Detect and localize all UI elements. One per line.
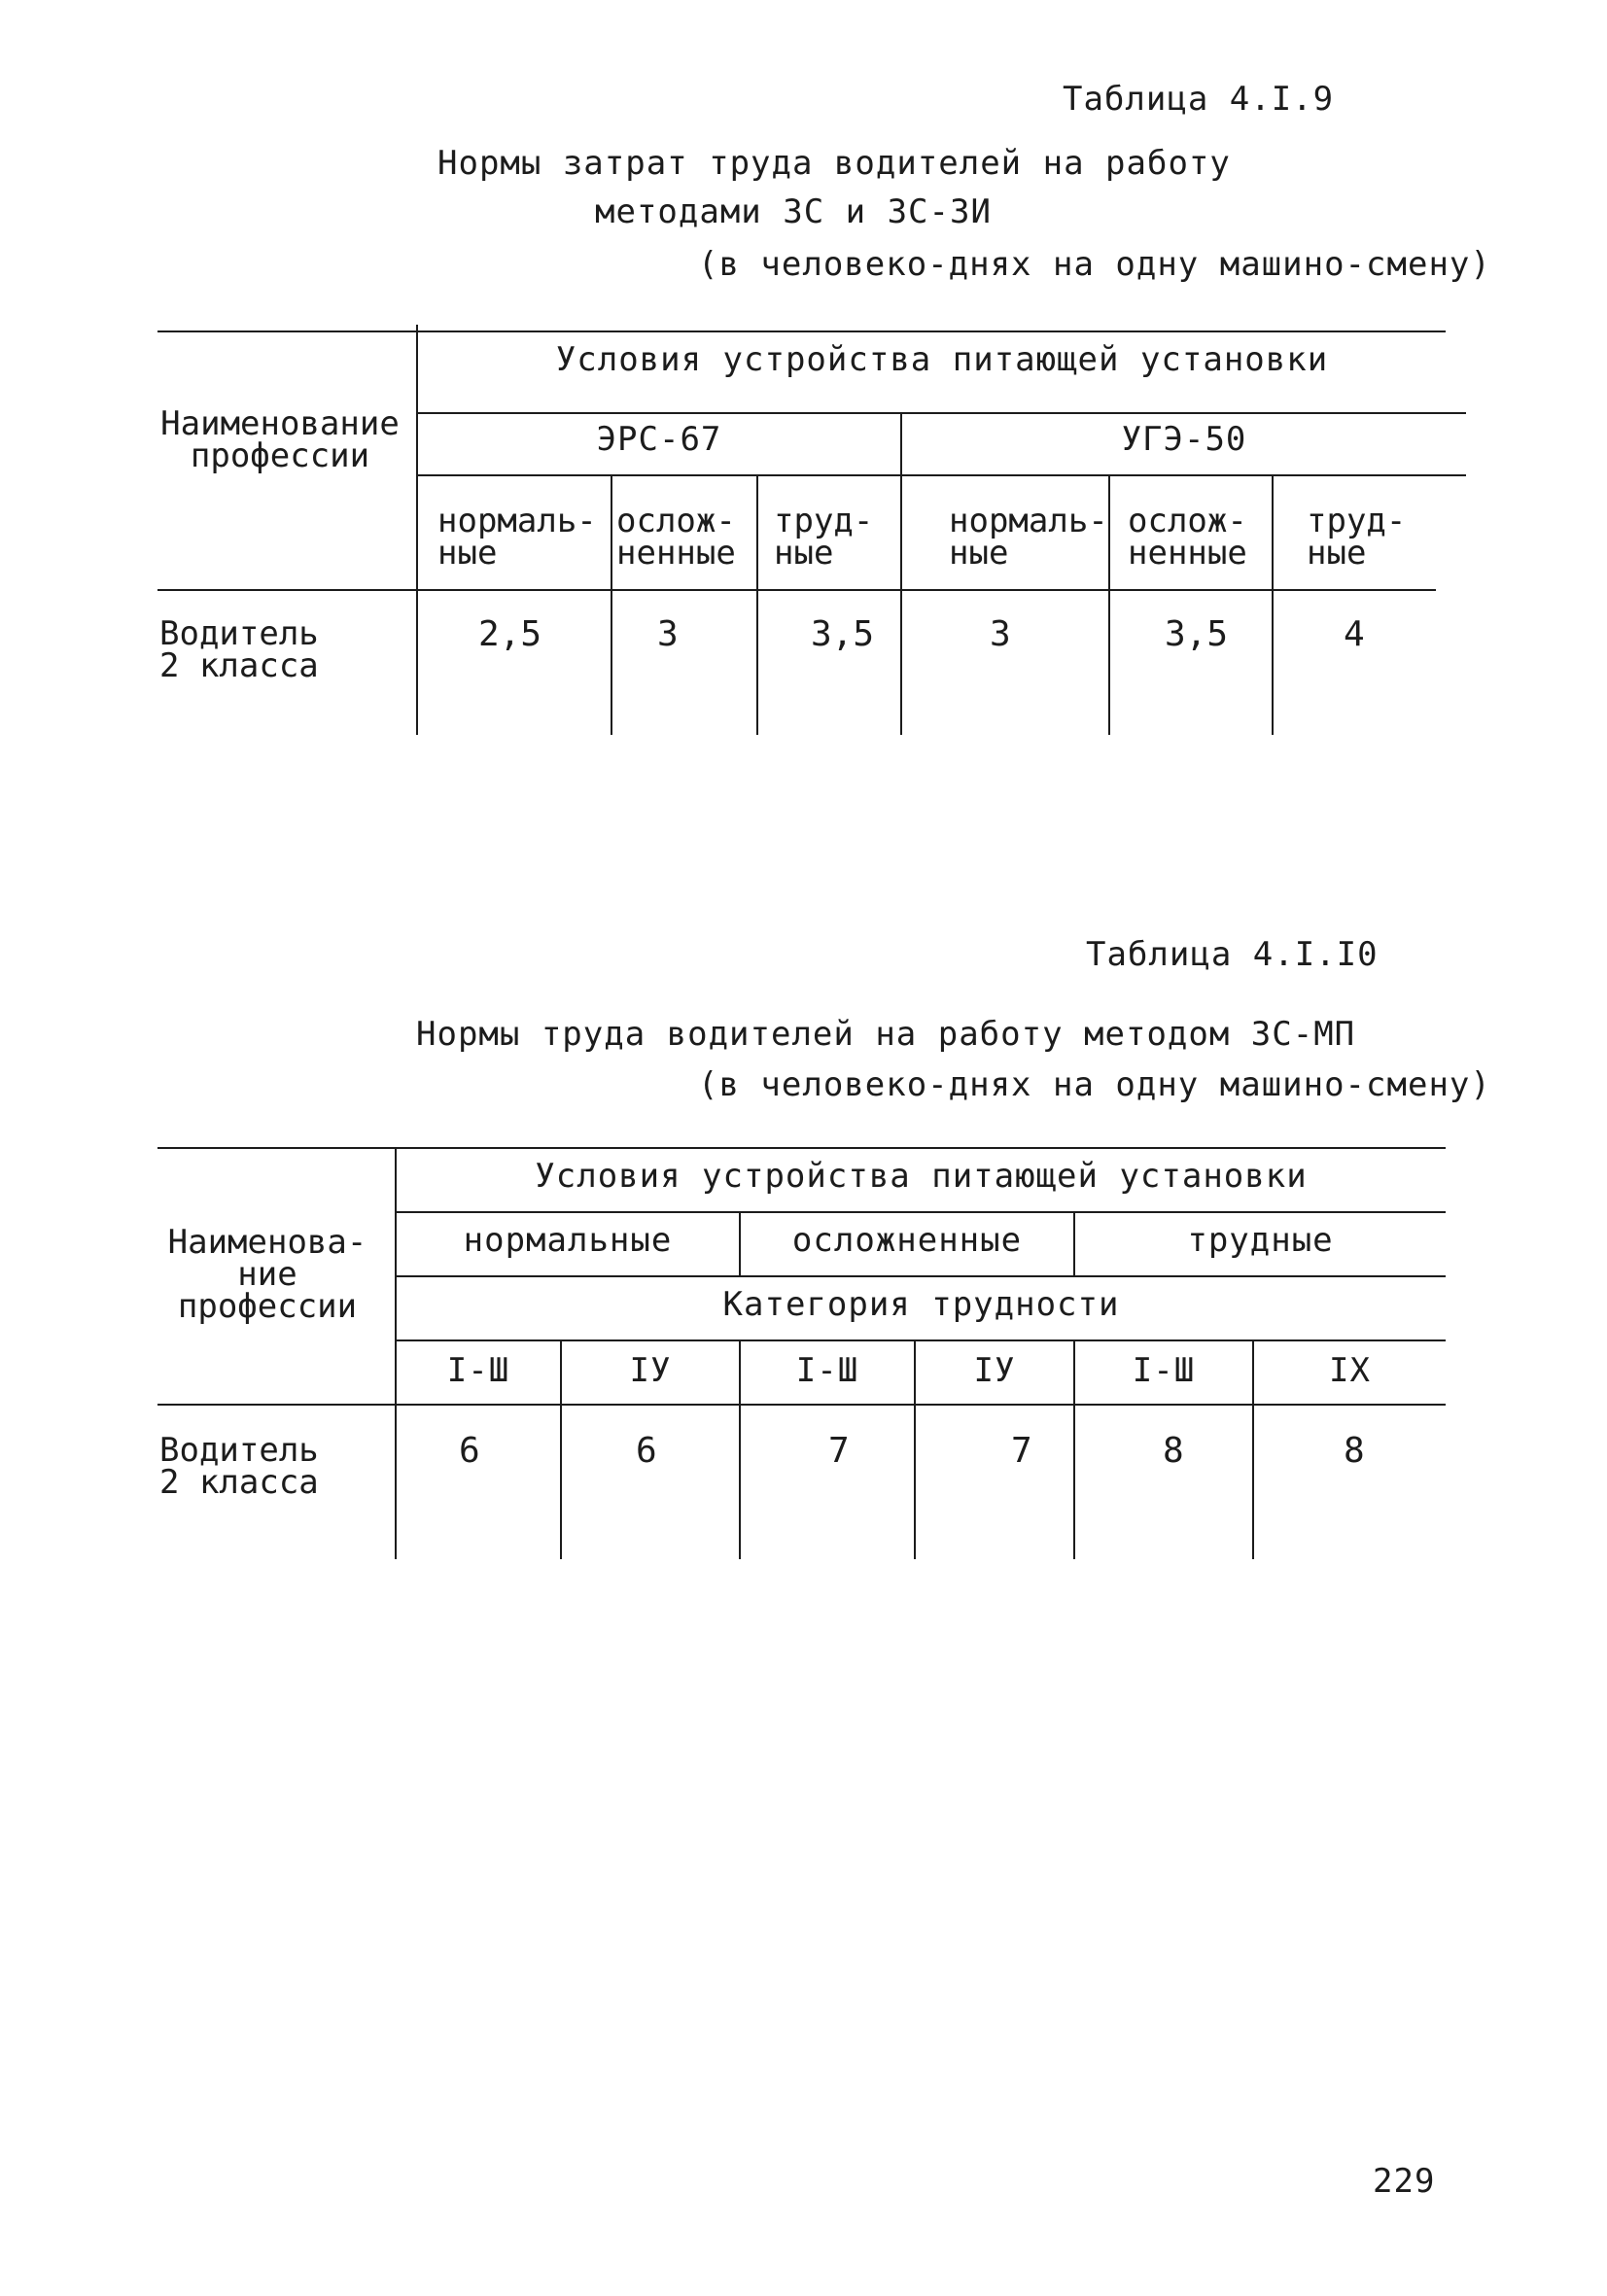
table2-conditions-header: Условия устройства питающей установки [535,1157,1308,1196]
table1-header-bottom-rule [157,589,1436,591]
table2-number-label: Таблица 4.I.I0 [1086,935,1379,974]
table1-top-rule [157,330,1446,332]
table1-title-line1: Нормы затрат труда водителей на работу [437,144,1231,183]
table2-subcol: IУ [629,1351,672,1390]
table2-group-difficult: трудные [1187,1221,1334,1260]
table1-profession-header: Наименование профессии [160,404,400,475]
table1-rule [416,474,1466,476]
table2-cell: 8 [1344,1431,1365,1471]
table1-units: (в человеко-днях на одну машино-смену) [698,245,1491,284]
table1-col-divider [1108,474,1110,735]
table2-cell: 6 [459,1431,480,1471]
table2-subcol: IУ [973,1351,1016,1390]
table2-category-header: Категория трудности [722,1285,1120,1324]
table1-col-divider [756,474,758,735]
page-number: 229 [1373,2162,1436,2201]
table2-cell: 6 [636,1431,657,1471]
table2-group-normal: нормальные [463,1221,673,1260]
table2-subcol: I-Ш [795,1351,859,1390]
table2-rule [395,1339,1446,1341]
table1-cell: 3 [657,614,679,654]
table1-col-divider [1272,474,1274,735]
table1-cell: 2,5 [478,614,542,654]
table1-cell: 4 [1344,614,1365,654]
table1-subcol-difficult: труд- ные [774,502,874,573]
table1-row-profession: Водитель 2 класса [159,614,319,685]
table1-subcol-complicated: ослож- ненные [616,502,736,573]
table2-subcol: I-Ш [446,1351,510,1390]
table1-col-divider [611,474,612,735]
table1-group-uge50: УГЭ-50 [1121,420,1247,459]
table1-subcol-difficult-2: труд- ные [1307,502,1407,573]
table2-profession-header: Наименова- ние профессии [167,1223,367,1326]
table1-title-line2: методами ЗС и ЗС-ЗИ [595,192,992,231]
table1-subcol-normal: нормаль- ные [437,502,597,573]
table1-cell: 3,5 [811,614,875,654]
table2-row-profession: Водитель 2 класса [159,1431,319,1502]
table1-rule [416,412,1466,414]
table1-conditions-header: Условия устройства питающей установки [555,340,1329,379]
table1-subcol-complicated-2: ослож- ненные [1128,502,1247,573]
table2-units: (в человеко-днях на одну машино-смену) [698,1065,1491,1104]
table2-rule [395,1275,1446,1277]
table1-subcol-normal-2: нормаль- ные [949,502,1108,573]
table1-col-divider [900,412,902,735]
table2-top-rule [157,1147,1446,1149]
table2-cell: 8 [1163,1431,1184,1471]
table2-group-complicated: осложненные [791,1221,1023,1260]
table2-title-line1: Нормы труда водителей на работу методом ЗС-МП [416,1015,1356,1054]
table2-subcol: I-Ш [1132,1351,1196,1390]
table1-number-label: Таблица 4.I.9 [1063,80,1335,119]
table2-subcol: IX [1329,1351,1371,1390]
table1-col-divider [416,325,418,735]
table2-cell: 7 [1011,1431,1032,1471]
table2-cell: 7 [828,1431,850,1471]
table1-cell: 3,5 [1165,614,1229,654]
table2-rule [395,1211,1446,1213]
table1-cell: 3 [990,614,1011,654]
table1-group-ers67: ЭРС-67 [596,420,722,459]
